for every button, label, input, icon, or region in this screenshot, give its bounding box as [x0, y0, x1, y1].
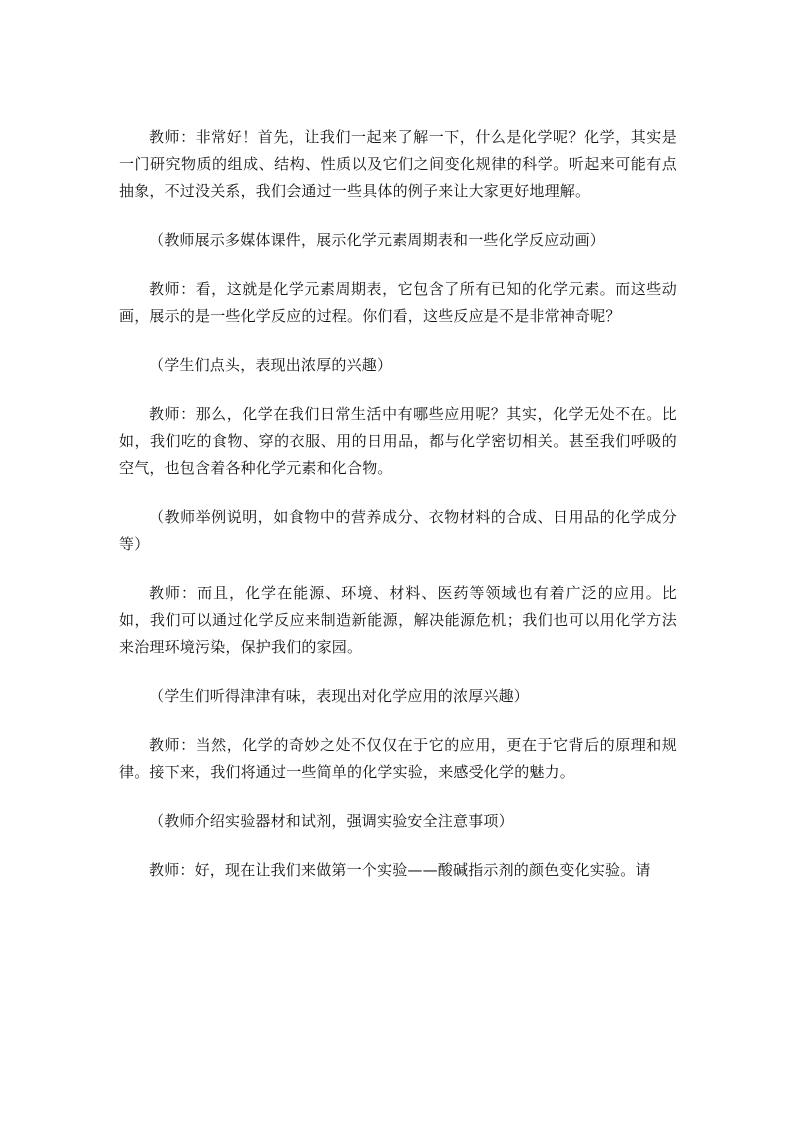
paragraph-5: 教师：那么，化学在我们日常生活中有哪些应用呢？其实，化学无处不在。比如，我们吃的食物、穿的衣服、用的日用品，都与化学密切相关。甚至我们呼吸的空气，也包含着各种化学元素和化合物。: [119, 405, 677, 477]
paragraph-7: 教师：而且，化学在能源、环境、材料、医药等领域也有着广泛的应用。比如，我们可以通过化学反应来制造新能源，解决能源危机；我们也可以用化学方法来治理环境污染，保护我们的家园。: [119, 584, 677, 656]
paragraph-3: 教师：看，这就是化学元素周期表，它包含了所有已知的化学元素。而这些动画，展示的是一些化学反应的过程。你们看，这些反应是不是非常神奇呢？: [119, 280, 677, 325]
paragraph-6: （教师举例说明，如食物中的营养成分、衣物材料的合成、日用品的化学成分等）: [119, 508, 677, 553]
paragraph-2: （教师展示多媒体课件，展示化学元素周期表和一些化学反应动画）: [149, 231, 606, 249]
paragraph-4: （学生们点头，表现出浓厚的兴趣）: [149, 356, 393, 374]
paragraph-9: 教师：当然，化学的奇妙之处不仅仅在于它的应用，更在于它背后的原理和规律。接下来，我们将通过一些简单的化学实验，来感受化学的魅力。: [119, 736, 677, 781]
paragraph-1: 教师：非常好！首先，让我们一起来了解一下，什么是化学呢？化学，其实是一门研究物质的组成、结构、性质以及它们之间变化规律的科学。听起来可能有点抽象，不过没关系，我们会通过一些具体的例子来让大家更好地理解。: [119, 128, 677, 200]
paragraph-8: （学生们听得津津有味，表现出对化学应用的浓厚兴趣）: [149, 687, 530, 705]
paragraph-10: （教师介绍实验器材和试剂，强调实验安全注意事项）: [149, 812, 514, 830]
document-body: [119, 124, 677, 906]
paragraph-11: 教师：好，现在让我们来做第一个实验——酸碱指示剂的颜色变化实验。请: [149, 861, 651, 879]
